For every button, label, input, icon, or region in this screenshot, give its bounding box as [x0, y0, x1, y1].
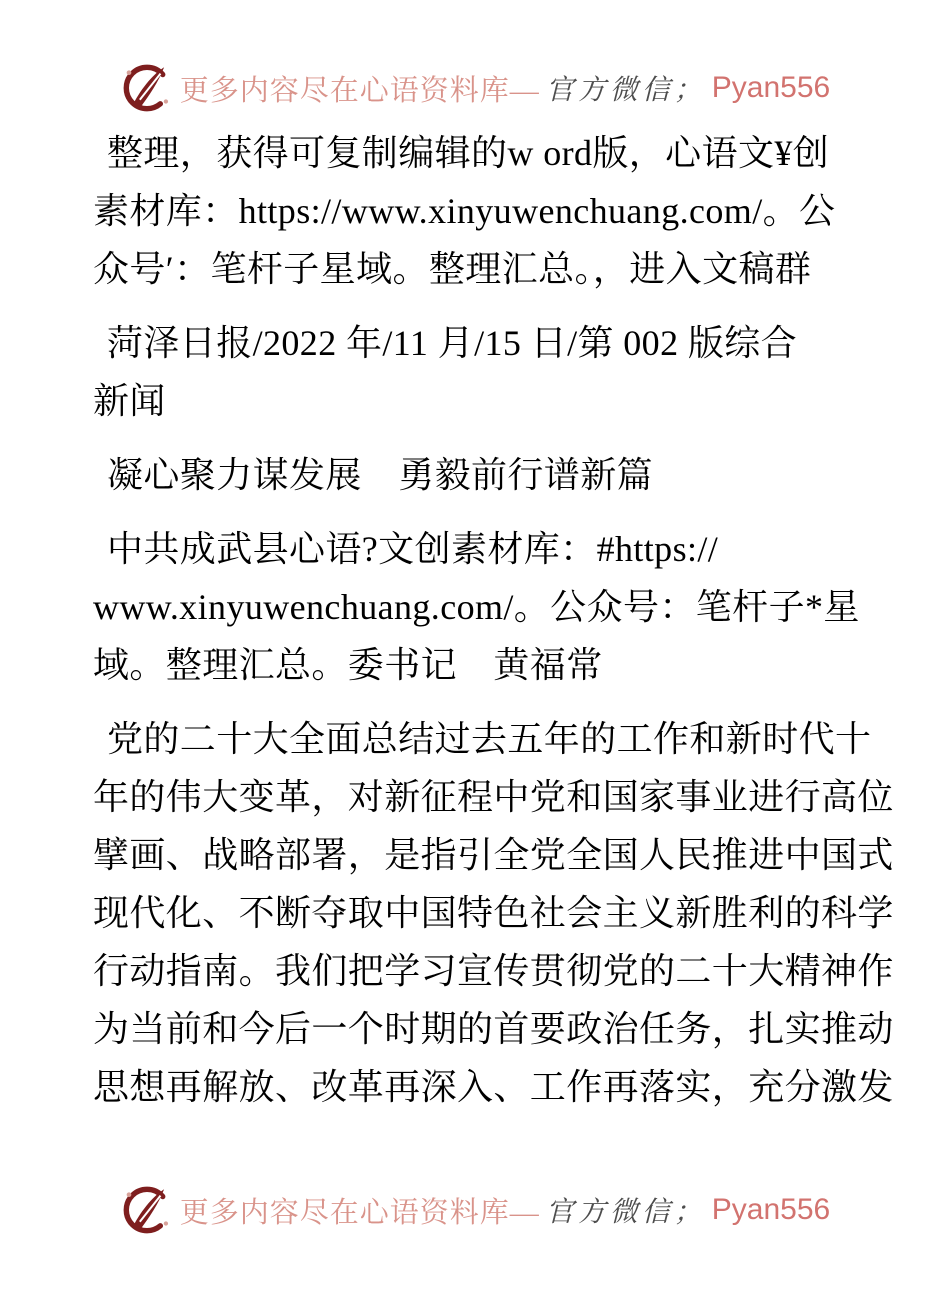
watermark-official-wechat-label: 官方微信；: [545, 75, 706, 106]
text-line: 凝心聚力谋发展 勇毅前行谱新篇: [107, 455, 654, 495]
text-line: 新闻: [93, 381, 166, 421]
watermark-official-wechat-label: 官方微信；: [545, 1197, 706, 1228]
text-line: 中共成武县心语?文创素材库：#https://: [107, 529, 719, 569]
source-note-paragraph: [93, 124, 863, 298]
pen-nib-swirl-logo-icon: [120, 1183, 174, 1237]
text-line: 行动指南。我们把学习宣传贯彻党的二十大精神作: [93, 951, 894, 991]
text-line: 党的二十大全面总结过去五年的工作和新时代十: [107, 719, 872, 759]
text-line: 年的伟大变革，对新征程中党和国家事业进行高位: [93, 777, 894, 817]
pen-nib-swirl-logo-icon: [120, 61, 174, 115]
text-line: 素材库：https://www.xinyuwenchuang.com/。公: [93, 191, 836, 231]
watermark-brand-text: 更多内容尽在心语资料库—: [179, 74, 540, 107]
text-line: 整理，获得可复制编辑的w ord版，心语文¥创: [107, 133, 830, 173]
text-line: 擘画、战略部署，是指引全党全国人民推进中国式: [93, 835, 894, 875]
text-line: 现代化、不断夺取中国特色社会主义新胜利的科学: [93, 893, 894, 933]
author-byline-paragraph: [93, 520, 863, 694]
text-line: 众号′：笔杆子星域。整理汇总。，进入文稿群: [93, 249, 812, 289]
text-line: 思想再解放、改革再深入、工作再落实，充分激发: [93, 1067, 894, 1107]
article-title-paragraph: [93, 446, 863, 504]
document-body: [93, 124, 894, 1116]
text-line: www.xinyuwenchuang.com/。公众号：笔杆子*星: [93, 587, 860, 627]
text-line: 域。整理汇总。委书记 黄福常: [93, 645, 603, 685]
watermark-wechat-id: Pyan556: [711, 1193, 831, 1226]
article-body-paragraph: [93, 710, 894, 1116]
header-watermark: [0, 60, 950, 116]
text-line: 菏泽日报/2022 年/11 月/15 日/第 002 版综合: [107, 323, 798, 363]
watermark-wechat-id: Pyan556: [711, 71, 831, 104]
watermark-brand-text: 更多内容尽在心语资料库—: [179, 1196, 540, 1229]
newspaper-citation-paragraph: [93, 314, 863, 430]
text-line: 为当前和今后一个时期的首要政治任务，扎实推动: [93, 1009, 894, 1049]
